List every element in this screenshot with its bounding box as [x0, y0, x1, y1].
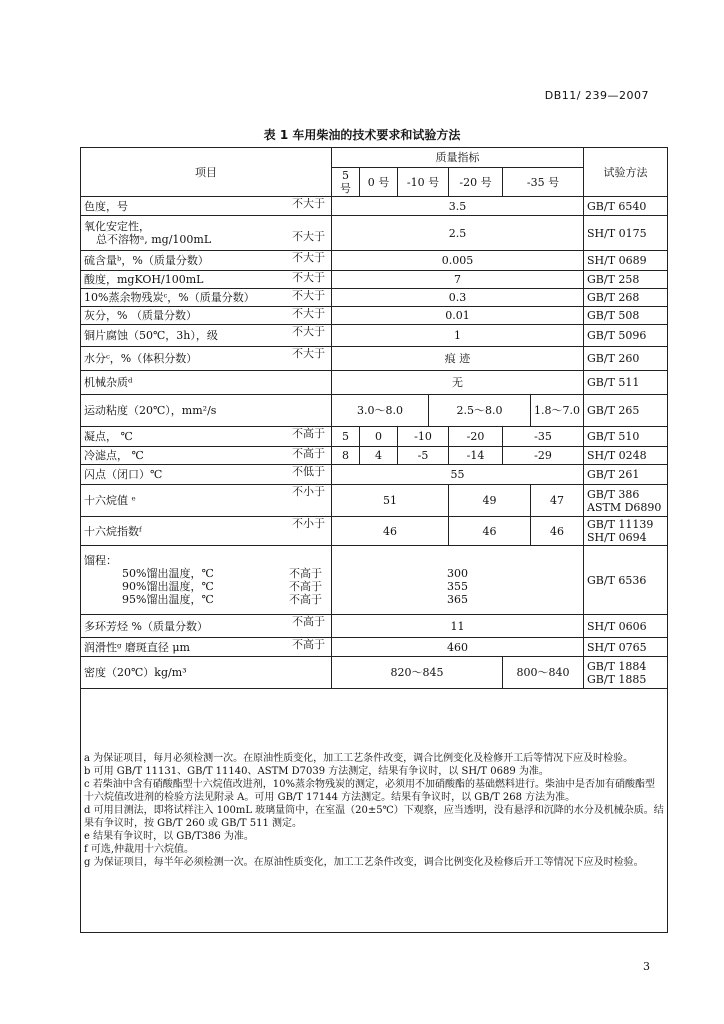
row-value-0: 4: [360, 447, 398, 465]
grade-minus10: -10 号: [398, 168, 449, 197]
row-method: GB/T 11139: [587, 518, 654, 531]
row-label: 冷滤点， ℃: [84, 449, 144, 462]
row-label: 闪点（闭口）℃: [84, 468, 163, 481]
row-label: 凝点， ℃: [84, 430, 133, 443]
row-value-2: 2.5～8.0: [429, 395, 531, 427]
row-value-1: 3.0～8.0: [332, 395, 429, 427]
row-limit: 不高于: [292, 615, 325, 628]
row-limit: 不低于: [292, 465, 325, 478]
row-limit: 不大于: [292, 251, 325, 264]
row-label: 10%蒸余物残炭ᶜ，%（质量分数）: [84, 291, 255, 304]
grade-0: 0 号: [360, 168, 398, 197]
table-row: [81, 307, 668, 325]
table-row: [81, 271, 668, 289]
row-value-minus35: -35: [503, 427, 584, 447]
row-label: 硫含量ᵇ，%（质量分数）: [84, 254, 209, 267]
row-value-3: 46: [531, 517, 584, 546]
grade-minus35: -35 号: [503, 168, 584, 197]
row-method: GB/T 1884: [587, 659, 647, 673]
row-value: 0.3: [332, 289, 584, 307]
distillation-90-label: 90%馏出温度，℃: [122, 580, 214, 593]
row-value: 3.5: [332, 197, 584, 216]
footnote-a: a 为保证项目，每月必须检测一次。在原油性质变化，加工工艺条件改变，调合比例变化及检修开工后等情况下应及时检验。: [84, 753, 634, 764]
distillation-50-value: 300: [447, 567, 468, 580]
row-method: GB/T 260: [584, 347, 668, 371]
table-row: [81, 371, 668, 395]
row-value-minus20: -20: [449, 427, 503, 447]
row-method: GB/T 5096: [584, 325, 668, 347]
row-label: 多环芳烃 %（质量分数）: [84, 619, 208, 633]
row-label: 机械杂质ᵈ: [84, 376, 133, 389]
distillation-95-value: 365: [447, 593, 468, 606]
row-label: 润滑性ᵍ 磨斑直径 μm: [84, 640, 190, 654]
row-value-0: 0: [360, 427, 398, 447]
footnote-e: e 结果有争议时，以 GB/T386 为准。: [84, 831, 254, 842]
header-quality: 质量指标: [332, 148, 584, 168]
row-limit: 不大于: [292, 347, 325, 360]
row-value: 1: [332, 325, 584, 347]
distillation-50-limit: 不高于: [289, 567, 322, 580]
row-value: 7: [332, 271, 584, 289]
row-method: SH/T 0765: [584, 638, 668, 657]
distillation-95-label: 95%馏出温度，℃: [122, 593, 214, 606]
row-value-minus10: -10: [398, 427, 449, 447]
distillation-90-limit: 不高于: [289, 580, 322, 593]
row-value-1: 51: [332, 485, 449, 517]
distillation-50-label: 50%馏出温度，℃: [122, 567, 214, 580]
table-row: [81, 395, 668, 427]
row-limit: 不小于: [292, 485, 325, 498]
table-row: [81, 347, 668, 371]
table-row: [81, 657, 668, 689]
row-limit: 不高于: [292, 447, 325, 460]
footnote-f: f 可选,仲裁用十六烷值。: [84, 844, 195, 855]
table-row: [81, 615, 668, 638]
page-number: 3: [643, 960, 650, 973]
row-method: SH/T 0175: [584, 216, 668, 251]
row-limit: 不大于: [292, 271, 325, 284]
table-row: [81, 325, 668, 347]
grade-minus20: -20 号: [449, 168, 503, 197]
row-limit: 不高于: [292, 427, 325, 440]
row-value: 11: [332, 615, 584, 638]
spec-table: [80, 147, 668, 933]
table-row: [81, 427, 668, 447]
row-value-2: 49: [449, 485, 531, 517]
row-label: 十六烷值 ᵉ: [84, 494, 136, 507]
table-title: 表 1 车用柴油的技术要求和试验方法: [263, 128, 461, 142]
row-value-5: 8: [332, 447, 360, 465]
row-value-minus10: -5: [398, 447, 449, 465]
table-row: [81, 216, 668, 251]
row-value-5: 5: [332, 427, 360, 447]
row-label: 馏程：: [84, 554, 117, 567]
row-value-minus20: -14: [449, 447, 503, 465]
table-row: [81, 289, 668, 307]
table-row: [81, 197, 668, 216]
distillation-90-value: 355: [447, 580, 468, 593]
table-row: [81, 638, 668, 657]
row-value-2: 800～840: [503, 657, 584, 689]
row-limit: 不小于: [292, 517, 325, 530]
row-value-3: 47: [531, 485, 584, 517]
header-item: 项目: [81, 148, 332, 197]
row-method: GB/T 511: [584, 371, 668, 395]
row-value: 无: [332, 371, 584, 395]
grade-5: 5 号: [332, 168, 360, 197]
table-row: [81, 251, 668, 271]
row-value: 痕 迹: [332, 347, 584, 371]
row-limit: 不大于: [292, 230, 325, 243]
row-value-1: 46: [332, 517, 449, 546]
row-value-1: 820～845: [332, 657, 503, 689]
row-method: GB/T 265: [584, 395, 668, 427]
row-value-3: 1.8～7.0: [531, 395, 584, 427]
footnote-d: d 可用目测法，即将试样注入 100mL 玻璃量筒中，在室温（20±5℃）下观察，应当透明，没有悬浮和沉降的水分及机械杂质。结果有争议时，按 GB/T 260 或 GB/T 511 测定。: [84, 805, 664, 829]
row-value: 0.005: [332, 251, 584, 271]
table-row: [81, 485, 668, 517]
row-method: GB/T 258: [584, 271, 668, 289]
row-sublabel: 总不溶物ᵃ, mg/100mL: [96, 233, 212, 246]
footnote-c: c 若柴油中含有硝酸酯型十六烷值改进剂，10%蒸余物残炭的测定，必须用不加硝酸酯的基础燃料进行。柴油中是否加有硝酸酯型十六烷值改进剂的检验方法见附录 A。可用 GB/T 17144 方法测定。结果有争议时，以 GB/T 268 方法为准。: [84, 779, 656, 803]
row-label: 水分ᶜ，%（体积分数）: [84, 352, 198, 365]
document-id: DB11/ 239—2007: [544, 89, 649, 102]
table-row: [81, 546, 668, 615]
row-label: 酸度，mgKOH/100mL: [84, 273, 204, 286]
row-method: GB/T 386: [587, 487, 640, 501]
footnote-b: b 可用 GB/T 11131、GB/T 11140、ASTM D7039 方法测定，结果有争议时，以 SH/T 0689 为准。: [84, 766, 549, 777]
row-label: 铜片腐蚀（50℃，3h），级: [84, 329, 218, 342]
table-row: [81, 517, 668, 546]
row-method: GB/T 6540: [584, 197, 668, 216]
table-row: [81, 447, 668, 465]
row-limit: 不高于: [292, 638, 325, 651]
row-value: 0.01: [332, 307, 584, 325]
row-limit: 不大于: [292, 289, 325, 302]
distillation-95-limit: 不高于: [289, 593, 322, 606]
row-value: 2.5: [332, 216, 584, 251]
row-method: GB/T 508: [584, 307, 668, 325]
row-value: 55: [332, 465, 584, 485]
row-method: GB/T 510: [584, 427, 668, 447]
row-value: 460: [332, 638, 584, 657]
header-method: 试验方法: [584, 148, 668, 197]
row-method: SH/T 0689: [584, 251, 668, 271]
table-row: [81, 465, 668, 485]
row-method-alt: GB/T 1885: [587, 672, 647, 686]
row-value-2: 46: [449, 517, 531, 546]
row-method: GB/T 268: [584, 289, 668, 307]
row-method-alt: SH/T 0694: [587, 531, 647, 544]
row-method: GB/T 6536: [584, 546, 668, 615]
row-limit: 不大于: [292, 197, 325, 210]
row-label: 灰分，% （质量分数）: [84, 309, 197, 322]
row-method-alt: ASTM D6890: [587, 500, 662, 514]
row-label: 色度，号: [84, 199, 128, 213]
row-label: 氧化安定性，: [84, 220, 150, 233]
row-limit: 不大于: [292, 307, 325, 320]
row-limit: 不大于: [292, 325, 325, 338]
row-method: GB/T 261: [584, 465, 668, 485]
footnote-g: g 为保证项目，每半年必须检测一次。在原油性质变化，加工工艺条件改变，调合比例变化及检修后开工等情况下应及时检验。: [84, 857, 644, 868]
row-method: SH/T 0248: [584, 447, 668, 465]
row-label: 密度（20℃）kg/m³: [84, 666, 187, 679]
row-label: 十六烷指数ᶠ: [84, 524, 142, 538]
row-label: 运动粘度（20℃），mm²/s: [84, 404, 217, 417]
row-value-minus35: -29: [503, 447, 584, 465]
footnotes-row: [81, 689, 668, 933]
row-method: SH/T 0606: [584, 615, 668, 638]
